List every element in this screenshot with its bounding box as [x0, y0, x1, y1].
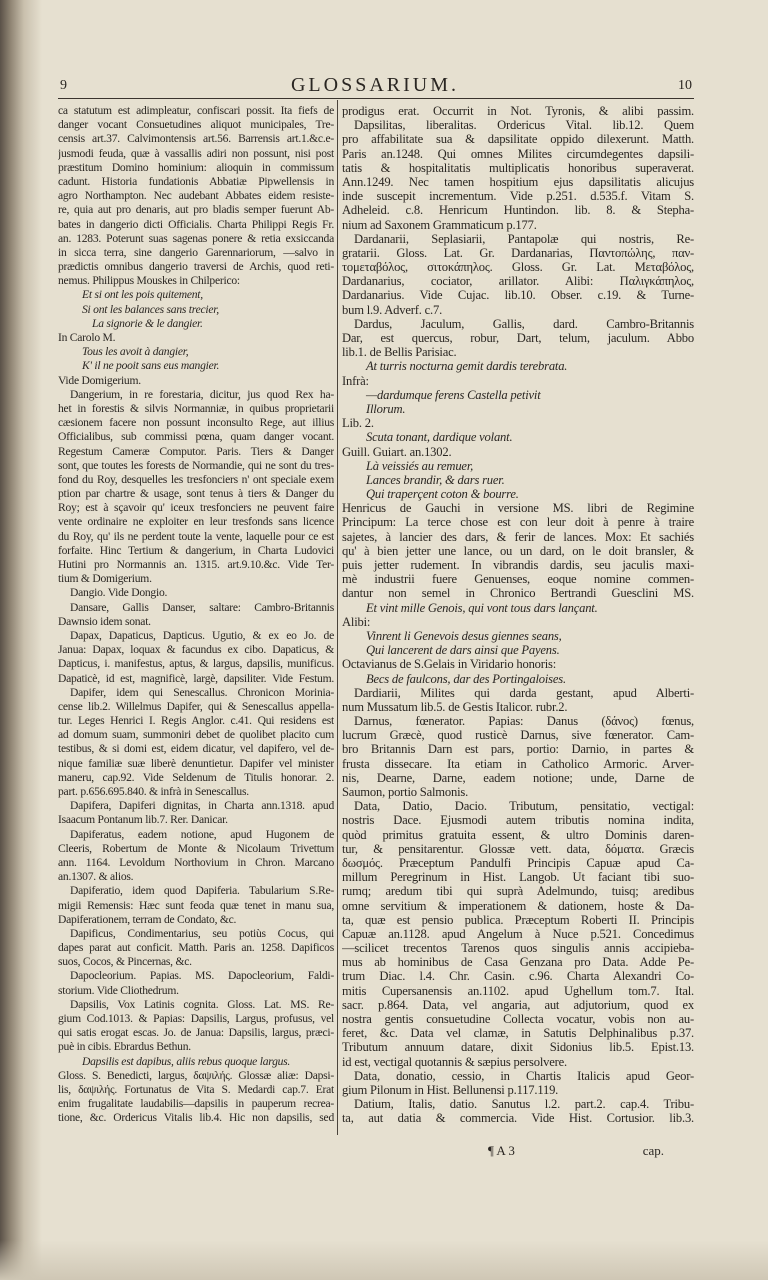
- text-line: K' il ne pooit sans eus mangier.: [82, 359, 220, 373]
- text-line: Alibi:: [342, 614, 371, 629]
- text-line: nium ad Saxonem Grammaticum p.177.: [342, 217, 537, 232]
- text-line: millum Peregrinum in Hist. Langob. Ut faciant tibi suo-: [342, 870, 694, 885]
- text-line: Dapificus, Condimentarius, seu potiùs Cocus, qui: [70, 926, 334, 940]
- text-line: —dardumque ferens Castella petivit: [366, 387, 541, 402]
- text-line: sont, que toutes les forests de Normandie, qui ne sont du tres-: [58, 458, 334, 472]
- text-line: dantur non semel in Chronico Bertrandi Guesclini MS.: [342, 586, 694, 601]
- text-line: part. p.656.695.840. & infrà in Senescallus.: [58, 785, 249, 798]
- text-line: gium Pilonum in Hist. Bellunensi p.117.119.: [342, 1082, 559, 1097]
- catchword: cap.: [642, 1143, 664, 1158]
- text-line: Illorum.: [366, 401, 406, 416]
- text-line: Lances brandir, & dars ruer.: [366, 472, 505, 487]
- text-line: lis, δαψιλής. Fortunatus de Vita S. Medardi cap.7. Erat: [58, 1082, 334, 1096]
- text-line: sacr. p.864. Data, vel angaria, aut adjutorium, quod ex: [342, 997, 694, 1012]
- text-line: qui satis erogat escas. Jo. de Janua: Dapsilis, largus, præci-: [58, 1026, 334, 1040]
- text-line: Cleeris, Robertum de Monte & Nicolaum Trivettum: [58, 841, 334, 855]
- text-line: Lib. 2.: [342, 416, 374, 431]
- text-line: danger vocant Consuetudines aliquot municipales, Tre-: [58, 118, 334, 132]
- text-line: ption par chartre & usage, sont tenus à tiers & Danger du: [58, 487, 334, 501]
- text-line: Dardanarius. Vide Cujac. lib.10. Obser. c.19. & Turne-: [342, 288, 694, 303]
- text-line: migii Remensis: Hæc sunt feoda quæ tenet in manu sua,: [58, 898, 334, 912]
- text-line: gium Cod.1013. & Papias: Dapsilis, Largus, profusus, vel: [58, 1012, 334, 1025]
- text-line: mitis Cupersanensis an.1102. apud Ughellum tom.7. Ital.: [342, 983, 694, 998]
- text-line: ta, aut datia & commercia. Vide Hist. Cortusior. lib.3.: [342, 1111, 694, 1126]
- text-line: Dawnsio idem sonat.: [58, 614, 151, 628]
- text-line: storium. Vide Cliothedrum.: [58, 983, 179, 997]
- text-line: agro Northampton. Nec audebant Abbates eidem resiste-: [58, 189, 334, 203]
- text-line: Octavianus de S.Gelais in Viridario honoris:: [342, 657, 557, 672]
- text-line: Tous les avoit à dangier,: [82, 345, 189, 359]
- text-line: Dardus, Jaculum, Gallis, dard. Cambro-Britannis: [354, 316, 694, 331]
- text-line: Dardanarii, Seplasiarii, Pantapolæ qui nostris, Re-: [354, 231, 694, 246]
- text-line: Vinrent li Genevois desus giennes seans,: [366, 628, 562, 643]
- text-line: Adheleid. c.8. Henricum Huntindon. lib. 8. & Stepha-: [342, 203, 694, 218]
- text-line: nemus. Philippus Mouskes in Chilperico:: [58, 274, 240, 288]
- text-line: rumq; aredum tibi qui suprà Adelmundo, tuisq; aredibus: [342, 884, 694, 899]
- text-line: Dangerium, in re forestaria, dicitur, jus quod Rex ha-: [70, 387, 334, 401]
- text-line: Là veissiés au remuer,: [366, 458, 474, 473]
- text-line: cadunt. Historia fundationis Abbatiæ Pipwellensis in: [58, 174, 334, 188]
- text-line: enim frugalitate laudabilis—dapsilis in pauperum recrea-: [58, 1097, 334, 1111]
- text-line: Roy; est à sçavoir qu' iceux tresfonciers ne peuvent faire: [58, 501, 334, 515]
- text-line: lucrum Græcè, quod rusticè Darnus, sive fœnerator. Cam-: [342, 728, 694, 743]
- text-line: Qui traperçent coton & bourre.: [366, 487, 519, 502]
- text-line: τομεταβόλος, σιτοκάπηλος. Gloss. Gr. Lat. Μεταβόλος,: [342, 260, 694, 275]
- text-line: Data, Datio, Dacio. Tributum, pensitatio, vectigal:: [354, 799, 694, 814]
- text-line: Gloss. S. Benedicti, largus, δαψιλής. Glossæ aliæ: Dapsi-: [58, 1068, 334, 1082]
- text-line: re, quia aut pro denaris, aut pro bladis semper fuerunt Ab-: [58, 203, 334, 217]
- text-line: Qui lancerent de dars ainsi que Payens.: [366, 643, 560, 658]
- text-line: Si ont les balances sans trecier,: [82, 302, 219, 316]
- text-line: Isaacum Pontanum lib.7. Rer. Danicar.: [58, 813, 228, 827]
- text-line: bates in dangerio dicti Officialis. Charta Philippi Regis Fr.: [58, 217, 334, 231]
- text-line: Dapsilis est dapibus, aliis rebus quoque largus.: [82, 1054, 291, 1068]
- text-line: Hutini pro Normannis an. 1315. art.9.10.&c. Vide Ter-: [58, 558, 334, 571]
- text-line: het in forestis & silvis Normanniæ, in quibus proprietarii: [58, 401, 334, 415]
- running-header: [58, 72, 692, 98]
- text-line: Dapifera, Dapiferi dignitas, in Charta ann.1318. apud: [70, 799, 334, 813]
- text-line: frusta dissecare. Ita etiam in Catholico Armoric. Arver-: [342, 756, 694, 771]
- text-line: Dapaticè, id est, magnificè, largè, dapsiliter. Vide Festum.: [58, 671, 334, 685]
- text-line: præstitum Domino hominium: alioquin in commissum: [58, 160, 334, 174]
- right-page-number: 10: [678, 78, 692, 93]
- text-line: an.1307. & alios.: [58, 870, 134, 884]
- signature-mark: ¶ A 3: [488, 1143, 515, 1158]
- page-bottom-edge: [0, 1240, 768, 1280]
- text-line: Datium, Italis, datio. Sanutus l.2. part.2. cap.4. Tribu-: [354, 1097, 694, 1112]
- text-line: Tributum annuum datare, dixit Sidonius lib.5. Epist.13.: [342, 1040, 694, 1055]
- text-line: tatis & hospitalitatis multiplicatis honoribus superaverat.: [342, 160, 694, 175]
- text-line: Principum: La terce chose est con leur doit à penre à traire: [342, 515, 694, 530]
- text-line: Et vint mille Genois, qui vont tous dars lançant.: [366, 600, 598, 615]
- text-line: maneru, cap.92. Vide Seldenum de Titulis honorar. 2.: [58, 770, 334, 784]
- text-line: Scuta tonant, dardique volant.: [366, 430, 513, 445]
- text-line: ad domum suam, summoniri debet de quolibet placito cum: [58, 728, 334, 742]
- text-line: jusmodi feuda, quæ à vassallis adiri non possunt, nisi post: [58, 146, 334, 160]
- text-line: puis jetter rudement. In vibrandis dardis, seu jaculis maxi-: [342, 558, 694, 572]
- text-line: lib.1. de Bellis Parisiac.: [342, 345, 457, 360]
- text-line: Dardanarius, cociator, arillator. Alibi: Παλιγκάπηλος,: [342, 274, 694, 289]
- text-line: Capuæ an.1128. apud Angelum à Nuce p.521. Concedimus: [342, 926, 694, 941]
- text-line: Vide Domigerium.: [58, 373, 141, 387]
- text-line: tione, &c. Ordericus Vitalis lib.4. Hic non dapsilis, sed: [58, 1111, 334, 1125]
- text-line: an. 1283. Poterunt suas sagenas ponere & retia exsiccanda: [58, 231, 334, 245]
- text-line: prodigus erat. Occurrit in Not. Tyronis, & alibi passim.: [342, 104, 694, 118]
- text-line: testibus, & si domi est, eidem dicatur, vel dapifero, vel de-: [58, 742, 334, 756]
- text-line: quòd primitus gratuita essent, & ultro Dominis daren-: [342, 827, 694, 842]
- text-line: At turris nocturna gemit dardis terebrata.: [366, 359, 568, 374]
- text-line: mus ab hominibus de Casa Genzana pro Data. Adde Pe-: [342, 955, 694, 970]
- text-line: nostris Dace. Ejusmodi autem tributis nomina indita,: [342, 813, 694, 828]
- text-line: omne servitium & imperationem & dationem, hoste & Da-: [342, 898, 694, 913]
- text-line: qu' à bien jetter une lance, ou un dard, on le doit bransler, &: [342, 543, 694, 558]
- text-line: Dansare, Gallis Danser, saltare: Cambro-Britannis: [70, 600, 334, 614]
- text-line: cense lib.2. Willelmus Dapifer, qui & Senescallus appella-: [58, 699, 334, 713]
- text-line: In Carolo M.: [58, 331, 116, 344]
- text-line: suos, Cocos, & Pincernas, &c.: [58, 955, 192, 969]
- text-line: num Mussatum lib.5. de Gestis Italicor. rubr.2.: [342, 699, 568, 714]
- text-line: tur, & pensitarentur. Glossæ vett. data, δόματα. Græcis: [342, 841, 694, 856]
- left-column: [58, 104, 334, 1126]
- text-line: vente ordinaire ne exploiter en leur tresfonds sans licence: [58, 515, 334, 529]
- text-line: Becs de faulcons, dar des Portingaloises.: [366, 671, 566, 686]
- text-line: Saumon, portio Salmonis.: [342, 785, 469, 799]
- text-line: puè in cibis. Ebrardus Bethun.: [58, 1040, 191, 1054]
- text-line: Dapiferationem, terram de Condato, &c.: [58, 912, 237, 926]
- text-line: Dapsilis, Vox Latinis cognita. Gloss. Lat. MS. Re-: [70, 997, 334, 1011]
- text-line: Dapifer, idem qui Senescallus. Chronicon Morinia-: [70, 685, 334, 699]
- text-line: mè industrii fuere Genuenses, eoque nomine commen-: [342, 572, 694, 587]
- text-line: —scilicet trecentos Tarenos quos singulis annis accipieba-: [342, 941, 694, 956]
- text-line: Regestum Cameræ Computor. Paris. Tiers & Danger: [58, 444, 334, 458]
- text-line: nique familiæ suæ liberè denuntietur. Dapifer vel minister: [58, 756, 334, 770]
- text-line: La signorie & le dangier.: [92, 316, 203, 330]
- text-line: ann. 1164. Levoldum Northovium in Chron. Marcano: [58, 855, 334, 869]
- text-line: Dapax, Dapaticus, Dapticus. Ugutio, & ex eo Jo. de: [70, 628, 334, 642]
- text-line: inde suscepit incrementum. Vide p.251. d.535.f. Vitam S.: [342, 189, 694, 204]
- text-line: Darnus, fœnerator. Papias: Danus (δάνος) fœnus,: [354, 714, 694, 729]
- text-line: ca statutum est adimpleatur, confiscari possit. Ita fiefs de: [58, 104, 334, 117]
- text-line: Guill. Guiart. an.1302.: [342, 444, 452, 459]
- text-line: Officialibus, sub commissi pœna, quam danger vocant.: [58, 430, 334, 444]
- text-line: Dar, est quercus, robur, Dart, telum, jaculum. Abbo: [342, 331, 694, 345]
- text-line: Et si ont les pois quitement,: [82, 288, 203, 302]
- text-line: Janua: Dapax, loquax & facundus ex cibo. Dapaticus, &: [58, 643, 334, 657]
- text-line: Dapocleorium. Papias. MS. Dapocleorium, Faldi-: [70, 969, 334, 983]
- text-line: Ann.1249. Nec tamen hospitium ejus dapsilitatis alicujus: [342, 174, 694, 189]
- text-line: dapes parat aut conficit. Matth. Paris an. 1258. Dapificos: [58, 941, 334, 955]
- book-binding-gutter: [0, 0, 42, 1280]
- text-line: Dapiferatio, idem quod Dapiferia. Tabularium S.Re-: [70, 884, 334, 898]
- text-line: prædictis omnibus dangerio traversi de Archis, quod reti-: [58, 260, 334, 274]
- text-line: fond du Roy, desquelles les tresfonciers n' ont speciale exem: [58, 472, 334, 486]
- text-line: bum l.9. Adverf. c.7.: [342, 302, 443, 317]
- text-line: du Roy, qu' ils ne perdent toute la vente, laquelle pour ce est: [58, 529, 334, 543]
- text-line: Infrà:: [342, 373, 369, 388]
- text-line: nis, Dearne, Darne, eadem notione; unde, Darne de: [342, 770, 694, 785]
- text-line: δωσμός. Præceptum Pandulfi Principis Capuæ apud Ca-: [342, 855, 694, 870]
- text-line: Dapsilitas, liberalitas. Ordericus Vital. lib.12. Quem: [354, 118, 694, 133]
- column-divider: [337, 100, 338, 1135]
- text-line: Data, donatio, cessio, in Chartis Italicis apud Geor-: [354, 1068, 694, 1083]
- text-line: bro Britannis Darn est pars, portio: Darnio, in partes &: [342, 742, 694, 757]
- text-line: tur. Leges Henrici I. Regis Anglor. c.41. Qui residens est: [58, 714, 334, 728]
- text-line: Dardiarii, Milites qui darda gestant, apud Alberti-: [354, 685, 694, 700]
- text-line: trum Diac. l.4. Chr. Casin. c.96. Charta Alexandri Co-: [342, 969, 694, 984]
- text-line: in sicca terra, sine dangerio Garennariorum, —salvo in: [58, 245, 334, 259]
- text-line: cæsionem facere non possunt inconsulto Rege, aut illius: [58, 416, 334, 430]
- right-column: [342, 104, 694, 1126]
- text-line: censis art.37. Calvimontensis art.56. Barrensis art.1.&c.e-: [58, 132, 334, 146]
- text-line: forfaite. Hinc Tertium & dangerium, in Charta Ludovici: [58, 543, 334, 557]
- text-line: ta, quæ est pensio publica. Præceptum Roberti II. Principis: [342, 912, 694, 927]
- text-line: nostra gentis consuetudine Collecta vocatur, vobis non au-: [342, 1012, 694, 1026]
- text-line: Dapiferatus, eadem notione, apud Hugonem de: [70, 827, 334, 841]
- text-line: Dapticus, i. manifestus, aptus, & largus, dapsilis, munificus.: [58, 657, 334, 671]
- header-rule: [58, 98, 694, 99]
- text-line: Paris an.1248. Qui omnes Milites circumdegentes dapsili-: [342, 146, 694, 161]
- left-page-number: 9: [60, 78, 67, 93]
- text-line: id est, vectigal quotannis & sæpius persolvere.: [342, 1054, 567, 1069]
- text-line: Dangio. Vide Dongio.: [70, 586, 168, 600]
- text-line: gratarii. Gloss. Lat. Gr. Dardanarias, Παντοπώλης, παν-: [342, 245, 694, 260]
- page-title: GLOSSARIUM.: [290, 74, 460, 96]
- text-line: tium & Domigerium.: [58, 572, 152, 586]
- text-line: Henricus de Gauchi in versione MS. libri de Regimine: [342, 501, 694, 516]
- text-line: feret, &c. Data vel clamæ, in Satutis Delphinalibus p.37.: [342, 1026, 694, 1041]
- text-line: pro affabilitate sua & dapsilitate oppido dilexerunt. Matth.: [342, 132, 694, 147]
- text-line: sajetes, à lancier des dars, & ferir de lances. Mox: Et sachiés: [342, 529, 694, 544]
